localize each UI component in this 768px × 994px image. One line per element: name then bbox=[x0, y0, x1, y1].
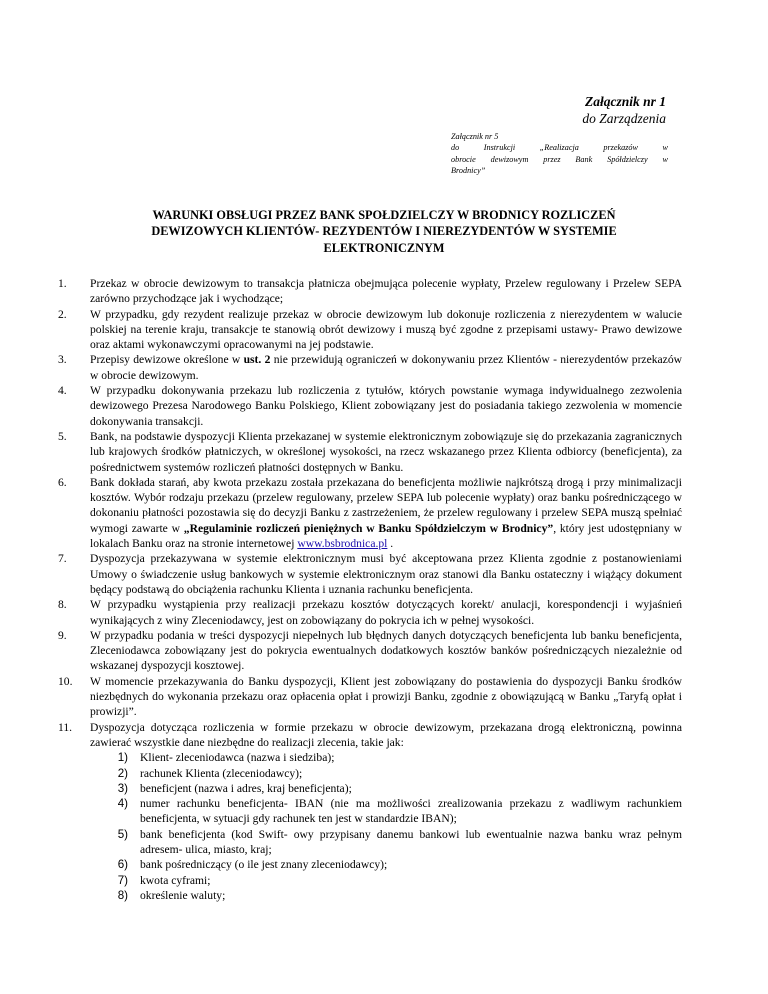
sub-item bbox=[86, 873, 682, 888]
list-item bbox=[58, 276, 682, 307]
item-intro: Dyspozycja dotycząca rozliczenia w formie przekazu w obrocie dewizowym, przekazana drogą elektroniczną, powinna zawierać wszystkie dane niezbędne do realizacji zlecenia, takie jak: bbox=[90, 720, 682, 749]
item-number: 4. bbox=[58, 384, 67, 398]
sub-item bbox=[86, 750, 682, 765]
sub-item-text: numer rachunku beneficjenta- IBAN (nie ma możliwości zrealizowania przekazu z wadliwym rachunkiem beneficjenta, w sytuacji gdy rachunek ten jest w standardzie IBAN); bbox=[140, 797, 682, 826]
item-number: 1. bbox=[58, 277, 67, 290]
list-item bbox=[58, 674, 682, 720]
item-number: 8. bbox=[58, 598, 67, 612]
item-text: Przekaz w obrocie dewizowym to transakcja płatnicza obejmująca polecenie wypłaty, Przelew regulowany i Przelew SEPA zarówno przychodzące jak i wychodzące; bbox=[90, 277, 682, 306]
item-text: W przypadku podania w treści dyspozycji niepełnych lub błędnych danych dotyczących beneficjenta lub banku beneficjenta, Zleceniodawca zobowiązany jest do pokrycia ewentualnych dodatkowych kosztów banków pośredniczących niezależnie od wskazanej dyspozycji kosztowej. bbox=[90, 628, 682, 673]
sub-item bbox=[86, 857, 682, 872]
item-number: 10. bbox=[58, 674, 73, 688]
heading-line: WARUNKI OBSŁUGI PRZEZ BANK SPOŁDZIELCZY W BRODNICY ROZLICZEŃ bbox=[152, 208, 616, 222]
heading-line: DEWIZOWYCH KLIENTÓW- REZYDENTÓW I NIEREZYDENTÓW W SYSTEMIE bbox=[151, 224, 617, 239]
list-item bbox=[58, 628, 682, 674]
list-item bbox=[58, 551, 682, 597]
attachment-ref-line: Brodnicy” bbox=[451, 166, 486, 176]
list-item bbox=[58, 352, 682, 383]
item-number: 7. bbox=[58, 552, 67, 566]
sub-item-text: bank pośredniczący (o ile jest znany zleceniodawcy); bbox=[140, 858, 388, 872]
attachment-reference bbox=[451, 131, 668, 177]
sub-item-number: 6) bbox=[117, 858, 128, 872]
item-number: 6. bbox=[58, 475, 67, 489]
attachment-ref-line: Załącznik nr 5 bbox=[451, 132, 499, 141]
sub-item-number: 5) bbox=[117, 827, 128, 841]
list-item bbox=[58, 597, 682, 628]
sub-item-number: 1) bbox=[117, 751, 128, 765]
item-number: 9. bbox=[58, 628, 67, 642]
sub-item bbox=[86, 796, 682, 827]
item-number: 2. bbox=[58, 307, 67, 321]
list-item bbox=[58, 429, 682, 475]
sub-item-number: 8) bbox=[117, 888, 128, 902]
item-text bbox=[90, 475, 682, 551]
item-text-part: Bank dokłada starań, aby kwota przekazu została przekazana do beneficjenta możliwie najkrótszą drogą i przy minimalizacji kosztów. Wybór rodzaju przekazu (przelew regulowany, przelew SEPA lub polecenie wypłaty) oraz banku pośredniczącego w dokonaniu płatności pozostawia się do decyzji Banku z zastrzeżeniem, że przelew regulowany i przelew SEPA muszą spełniać wymogi zawarte w bbox=[90, 475, 682, 535]
attachment-ref-line: obrocie dewizowym przez Bank Spółdzielczy w bbox=[451, 154, 668, 164]
item-bold-regulation: „Regulaminie rozliczeń pieniężnych w Banku Spółdzielczym w Brodnicy” bbox=[183, 521, 554, 535]
terms-list bbox=[58, 276, 682, 903]
item-text bbox=[90, 720, 682, 904]
item-text-part: , który jest udostępniany w lokalach Banku oraz na stronie internetowej bbox=[90, 521, 683, 551]
sub-item bbox=[86, 827, 682, 858]
item-number: 5. bbox=[58, 429, 67, 443]
item-number: 3. bbox=[58, 353, 67, 367]
sub-item bbox=[86, 766, 682, 781]
item-text: W momencie przekazywania do Banku dyspozycji, Klient jest zobowiązany do postawienia do dyspozycji Banku środków niezbędnych do wykonania przekazu oraz opłacenia opłat i prowizji Banku, zgodnie z obowiązującą w Banku „Taryfą opłat i prowizji”. bbox=[90, 674, 682, 719]
item-number: 11. bbox=[58, 720, 73, 734]
heading-line: ELEKTRONICZNYM bbox=[323, 240, 445, 255]
list-item bbox=[58, 383, 682, 429]
attachment-ref-line: do Instrukcji „Realizacja przekazów w bbox=[451, 143, 668, 153]
list-item bbox=[58, 720, 682, 904]
item-text: W przypadku dokonywania przekazu lub rozliczenia z tytułów, których powstanie wymaga indywidualnego zezwolenia dewizowego Prezesa Narodowego Banku Polskiego, Klient zobowiązany jest do posiadania takiego zezwolenia w momencie dokonywania transakcji. bbox=[90, 384, 682, 428]
sub-item-text: określenie waluty; bbox=[140, 888, 226, 902]
sub-item-number: 2) bbox=[117, 766, 128, 780]
item-text: Dyspozycja przekazywana w systemie elektronicznym musi być akceptowana przez Klienta zgodnie z postanowieniami Umowy o świadczenie usług bankowych w systemie elektronicznym oraz stanowi dla Banku ostateczny i wiążący dokument będący podstawą do obciążenia rachunku Klienta i uznania rachunku beneficjenta. bbox=[90, 552, 682, 596]
attachment-title: Załącznik nr 1 bbox=[584, 94, 666, 109]
item-text: Bank, na podstawie dyspozycji Klienta przekazanej w systemie elektronicznym zobowiązuje się do przekazania zagranicznych lub krajowych środków płatniczych, w określonej wysokości, na rzecz wskazanego przez Klienta odbiorcy (beneficjenta), za pośrednictwem systemów rozliczeń płatności dostępnych w Banku. bbox=[90, 429, 682, 474]
sub-item-text: bank beneficjenta (kod Swift- owy przypisany danemu bankowi lub ewentualnie nazwa banku wraz pełnym adresem- ulica, miasto, kraj; bbox=[140, 827, 682, 856]
list-item bbox=[58, 475, 682, 551]
item-text bbox=[90, 352, 682, 383]
list-item bbox=[58, 307, 682, 353]
sub-item-text: beneficjent (nazwa i adres, kraj beneficjenta); bbox=[140, 781, 352, 795]
sub-item-text: Klient- zleceniodawca (nazwa i siedziba); bbox=[140, 751, 335, 765]
sub-item-number: 7) bbox=[117, 873, 128, 887]
item-bold-ref: ust. 2 bbox=[243, 353, 271, 367]
sub-item bbox=[86, 888, 682, 903]
document-heading bbox=[90, 207, 678, 256]
sub-item-text: kwota cyframi; bbox=[140, 873, 211, 887]
item-text: W przypadku wystąpienia przy realizacji przekazu kosztów dotyczących korekt/ anulacji, korespondencji i wyjaśnień wynikających z winy Zleceniodawcy, jest on zobowiązany do pokrycia ich w pełnej wysokości. bbox=[90, 598, 682, 627]
item-text: W przypadku, gdy rezydent realizuje przekaz w obrocie dewizowym lub dokonuje rozliczenia z nierezydentem w walucie polskiej na terenie kraju, transakcje te stanowią obrót dewizowy i muszą być zgodne z przepisami ustawy- Prawo dewizowe oraz aktami wykonawczymi opracowanymi na jej podstawie. bbox=[90, 307, 682, 352]
item-text-part: Przepisy dewizowe określone w bbox=[90, 353, 244, 367]
attachment-header bbox=[582, 93, 666, 127]
sub-item-number: 3) bbox=[117, 781, 128, 795]
item-text-part: nie przewidują ograniczeń w dokonywaniu przez Klientów - nierezydentów przekazów w obrocie dewizowym. bbox=[90, 353, 682, 382]
sub-item-number: 4) bbox=[117, 797, 128, 811]
sub-item-text: rachunek Klienta (zleceniodawcy); bbox=[140, 766, 303, 780]
attachment-subtitle: do Zarządzenia bbox=[582, 111, 666, 126]
required-data-list bbox=[86, 750, 682, 903]
bank-website-link[interactable]: www.bsbrodnica.pl bbox=[297, 537, 388, 551]
item-text-part: . bbox=[387, 537, 394, 551]
sub-item bbox=[86, 781, 682, 796]
